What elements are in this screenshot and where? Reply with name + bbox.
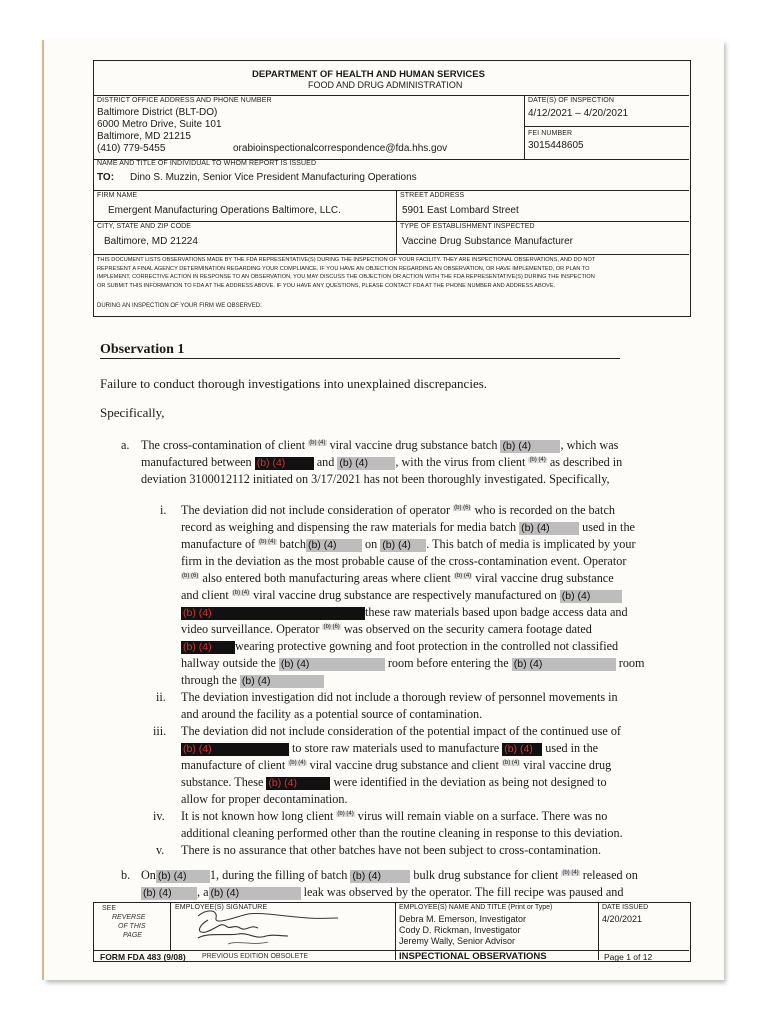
district-line3: Baltimore, MD 21215 [97, 131, 191, 142]
text: to store raw materials used to manufacture [292, 741, 500, 755]
to-prefix: TO: [97, 172, 115, 183]
redaction-black: (b) (4) [181, 607, 365, 620]
divider [93, 190, 689, 191]
district-label: DISTRICT OFFICE ADDRESS AND PHONE NUMBER [97, 97, 272, 104]
text: as described in [549, 455, 623, 469]
firm-label: FIRM NAME [97, 192, 138, 199]
redaction-black: (b) (4) [255, 457, 314, 470]
employee-1: Debra M. Emerson, Investigator [399, 914, 527, 924]
form-number: FORM FDA 483 (9/08) [100, 952, 186, 962]
redaction-gray: (b) (4) [232, 589, 250, 596]
text: through the [181, 673, 237, 687]
redaction-gray: (b) (4) [350, 870, 410, 883]
text: , a [197, 885, 209, 899]
signature-label: EMPLOYEE(S) SIGNATURE [175, 904, 268, 911]
text: were identified in the deviation as being not designed to [333, 775, 607, 789]
text: 1, during the filling of batch [209, 868, 348, 882]
item-a-line: deviation 3100012112 initiated on 3/17/2021 has not been thoroughly investigated. Specifically, [141, 472, 610, 486]
of-this-label: OF THIS [118, 923, 146, 930]
date-issued-value: 4/20/2021 [602, 914, 643, 924]
divider [395, 902, 396, 960]
redaction-gray: (b) (4) [380, 539, 426, 552]
redaction-gray: (b) (4) [529, 456, 546, 463]
redaction-gray: (b) (4) [289, 759, 306, 766]
see-label: SEE [102, 905, 117, 912]
item-iii-line [181, 775, 607, 790]
signature-stroke [198, 911, 338, 921]
text: The cross-contamination of client [141, 438, 306, 452]
page-of: Page 1 of 12 [604, 952, 653, 962]
item-i-line [181, 656, 645, 671]
disclaimer [97, 256, 595, 290]
text: batch [279, 537, 306, 551]
text: and client [181, 588, 229, 602]
text: record as weighing and dispensing the raw materials for media batch [181, 520, 517, 534]
redaction-gray: (b) (4) [519, 522, 579, 535]
title-underline [100, 358, 620, 359]
redaction-gray: (b) (6) [454, 504, 471, 511]
text: . This batch of media is implicated by your [426, 537, 636, 551]
item-i-line [181, 571, 614, 586]
redaction-gray: (b) (4) [502, 759, 520, 766]
observed-label: DURING AN INSPECTION OF YOUR FIRM WE OBSERVED: [97, 303, 262, 309]
district-line1: Baltimore District (BLT-DO) [97, 107, 218, 118]
item-b-label: b. [121, 868, 131, 882]
redaction-gray: (b) (4) [156, 870, 210, 883]
item-iii-line [181, 741, 598, 756]
inspectional-observations: INSPECTIONAL OBSERVATIONS [399, 951, 547, 962]
reverse-label: REVERSE [112, 914, 146, 921]
estab-label: TYPE OF ESTABLISHMENT INSPECTED [400, 223, 535, 230]
text: The deviation did not include consideration of operator [181, 503, 451, 517]
text: leak was observed by the operator. The fill recipe was paused and [303, 885, 624, 899]
firm-value: Emergent Manufacturing Operations Baltimore, LLC. [108, 205, 341, 216]
district-email: orabioinspectionalcorrespondence@fda.hhs.gov [233, 143, 448, 154]
city-label: CITY, STATE AND ZIP CODE [97, 223, 192, 230]
date-issued-label: DATE ISSUED [602, 904, 649, 911]
item-i-line [181, 673, 324, 688]
redaction-gray: (b) (4) [309, 439, 326, 446]
disclaimer-line: IMPLEMENT, CORRECTIVE ACTION IN RESPONSE TO AN OBSERVATION, YOU MAY DISCUSS THE OBJECTION OR ACTION WITH THE FDA REPRESENTATIVE(S) DURING THE INSPECTION [97, 274, 595, 280]
employee-2: Cody D. Rickman, Investigator [399, 925, 521, 935]
disclaimer-line: REPRESENT A FINAL AGENCY DETERMINATION REGARDING YOUR COMPLIANCE. IF YOU HAVE AN OBJECTION REGARDING AN OBSERVATION, OR HAVE IMPLEMENTED, OR PLAN TO [97, 265, 590, 272]
item-i-line [181, 537, 636, 552]
text: It is not known how long client [181, 809, 334, 823]
item-i-line [181, 520, 635, 535]
employee-3: Jeremy Wally, Senior Advisor [399, 936, 516, 946]
item-i-line [181, 503, 615, 518]
text: manufactured between [141, 455, 252, 469]
redaction-gray: (b) (6) [182, 572, 199, 579]
redaction-gray: (b) (4) [562, 869, 579, 876]
text: used in the [545, 741, 599, 755]
text: , with the virus from client [395, 455, 526, 469]
divider [524, 126, 689, 127]
dates-value: 4/12/2021 – 4/20/2021 [528, 108, 629, 119]
employee-label: EMPLOYEE(S) NAME AND TITLE (Print or Type) [399, 904, 553, 911]
item-i-line [181, 639, 618, 654]
item-iv-line: additional cleaning performed other than the routine cleaning in response to this deviation. [181, 826, 623, 840]
item-a-label: a. [121, 438, 130, 452]
signatures [178, 906, 378, 950]
text: wearing protective gowning and foot protection in the controlled not classified [235, 639, 619, 653]
disclaimer-line: THIS DOCUMENT LISTS OBSERVATIONS MADE BY THE FDA REPRESENTATIVE(S) DURING THE INSPECTION OF YOUR FACILITY. THEY ARE INSPECTIONAL OBSERVATIONS, AND DO NOT [97, 257, 596, 263]
item-i-line [181, 622, 592, 637]
text: viral vaccine drug substance [475, 571, 614, 585]
item-b-line [141, 868, 638, 883]
signature-stroke [198, 934, 288, 938]
district-phone: (410) 779-5455 [97, 143, 166, 154]
text: room [618, 656, 645, 670]
redaction-gray: (b) (6) [323, 623, 340, 630]
item-v-line: There is no assurance that other batches have not been subject to cross-contamination. [181, 843, 601, 857]
item-b-line [141, 885, 623, 900]
text: on [365, 537, 378, 551]
city-value: Baltimore, MD 21224 [104, 236, 198, 247]
redaction-black: (b) (4) [181, 641, 235, 654]
item-ii-line: The deviation investigation did not include a thorough review of personnel movements in [181, 690, 618, 704]
street-value: 5901 East Lombard Street [402, 205, 519, 216]
redaction-black: (b) (4) [266, 777, 330, 790]
item-i-line [181, 605, 628, 620]
text: viral vaccine drug substance and client [309, 758, 499, 772]
fei-label: FEI NUMBER [528, 130, 573, 137]
redaction-gray: (b) (4) [240, 675, 324, 688]
item-a-line [141, 455, 622, 470]
text: and [316, 455, 335, 469]
text: who is recorded on the batch [474, 503, 615, 517]
item-iii-line [181, 758, 611, 773]
redaction-black: (b) (4) [502, 743, 542, 756]
estab-value: Vaccine Drug Substance Manufacturer [402, 236, 574, 247]
street-label: STREET ADDRESS [400, 192, 465, 199]
item-i-line [181, 588, 622, 603]
item-v-label: v. [156, 843, 165, 857]
divider [93, 95, 689, 96]
redaction-gray: (b) (4) [209, 887, 301, 900]
item-iv-line [181, 809, 607, 824]
redaction-gray: (b) (4) [560, 590, 622, 603]
text: virus will remain viable on a surface. There was no [357, 809, 608, 823]
text: these raw materials based upon badge access data and [365, 605, 628, 619]
text: viral vaccine drug substance batch [329, 438, 498, 452]
redaction-gray: (b) (4) [259, 538, 276, 545]
text: used in the [582, 520, 635, 534]
text: , which was [560, 438, 619, 452]
text: manufacture of [181, 537, 256, 551]
divider [170, 902, 171, 950]
redaction-gray: (b) (4) [337, 810, 354, 817]
dates-label: DATE(S) OF INSPECTION [528, 97, 614, 104]
text: substance. These [181, 775, 264, 789]
item-iv-label: iv. [153, 809, 165, 823]
divider [598, 902, 599, 960]
redaction-gray: (b) (4) [454, 572, 472, 579]
item-ii-line: and around the facility as a potential source of contamination. [181, 707, 483, 721]
item-iii-line: The deviation did not include consideration of the potential impact of the continued use of [181, 724, 621, 738]
redaction-gray: (b) (4) [337, 457, 395, 470]
text: viral vaccine drug [523, 758, 612, 772]
obsolete-label: PREVIOUS EDITION OBSOLETE [202, 953, 309, 960]
dept-title: DEPARTMENT OF HEALTH AND HUMAN SERVICES [252, 69, 485, 80]
redaction-gray: (b) (4) [512, 658, 616, 671]
text: also entered both manufacturing areas where client [202, 571, 451, 585]
text: hallway outside the [181, 656, 276, 670]
divider [93, 221, 689, 222]
text: released on [582, 868, 638, 882]
text: On [141, 868, 156, 882]
redaction-black: (b) (4) [181, 743, 289, 756]
observation-title: Observation 1 [100, 342, 185, 357]
divider [396, 190, 397, 254]
disclaimer-line: OR SUBMIT THIS INFORMATION TO FDA AT THE ADDRESS ABOVE. IF YOU HAVE ANY QUESTIONS, PLEASE CONTACT FDA AT THE PHONE NUMBER AND ADDRESS ABOVE. [97, 282, 556, 289]
to-value: Dino S. Muzzin, Senior Vice President Manufacturing Operations [130, 172, 417, 183]
text: video surveillance. Operator [181, 622, 320, 636]
to-label: NAME AND TITLE OF INDIVIDUAL TO WHOM REPORT IS ISSUED [97, 160, 317, 167]
signature-stroke [199, 920, 258, 932]
item-ii-label: ii. [156, 690, 166, 704]
page-label: PAGE [123, 932, 142, 939]
fei-value: 3015448605 [528, 140, 584, 151]
item-a-line [141, 438, 618, 453]
observation-summary: Failure to conduct thorough investigations into unexplained discrepancies. [100, 376, 488, 391]
text: manufacture of client [181, 758, 286, 772]
agency-title: FOOD AND DRUG ADMINISTRATION [308, 80, 463, 90]
text: was observed on the security camera footage dated [343, 622, 592, 636]
redaction-gray: (b) (4) [500, 440, 560, 453]
redaction-gray: (b) (4) [141, 887, 197, 900]
district-line2: 6000 Metro Drive, Suite 101 [97, 119, 222, 130]
item-iii-label: iii. [153, 724, 167, 738]
redaction-gray: (b) (4) [279, 658, 385, 671]
specifically: Specifically, [100, 405, 165, 420]
signature-stroke [228, 942, 268, 944]
divider [93, 950, 689, 951]
text: bulk drug substance for client [413, 868, 559, 882]
item-i-label: i. [160, 503, 167, 517]
divider [93, 254, 689, 255]
text: room before entering the [387, 656, 509, 670]
redaction-gray: (b) (4) [306, 539, 362, 552]
item-i-line: firm in the deviation as the most probable cause of the cross-contamination event. Operator [181, 554, 627, 568]
divider [524, 95, 525, 160]
item-iii-line: allow for proper decontamination. [181, 792, 348, 806]
text: viral vaccine drug substance are respectively manufactured on [253, 588, 557, 602]
